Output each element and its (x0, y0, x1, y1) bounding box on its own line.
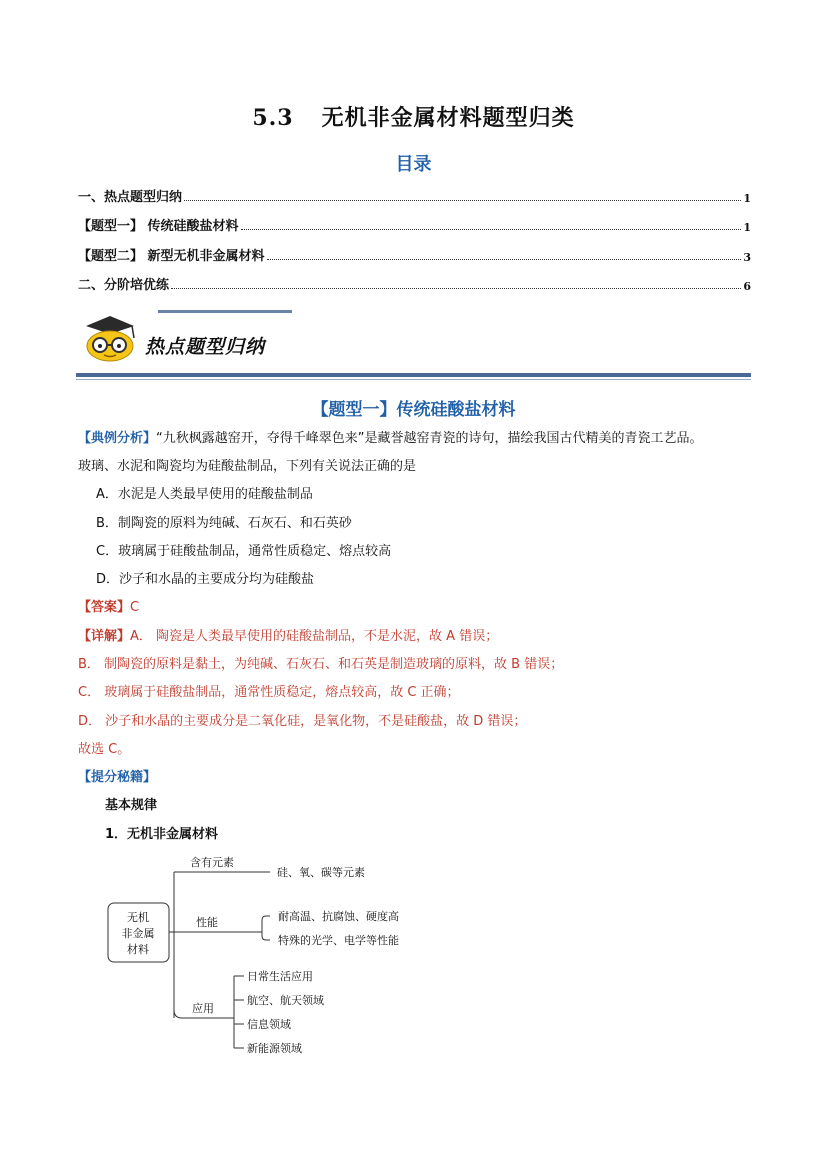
diagram-leaf-app-4: 新能源领域 (247, 1042, 302, 1055)
section-title: 【题型一】传统硅酸盐材料 (311, 400, 516, 420)
title-number: 5.3 (252, 105, 294, 131)
diagram-leaf-app-3: 信息领域 (247, 1018, 291, 1031)
explain-tag: 【详解】 (78, 629, 131, 644)
option-d: D．沙子和水晶的主要成分均为硅酸盐 (96, 572, 315, 587)
toc-item-label: 【题型二】 新型无机非金属材料 (78, 249, 265, 264)
diagram-root-box (108, 903, 169, 962)
divider-thick (76, 373, 751, 377)
diagram-leaf-property-2: 特殊的光学、电学等性能 (278, 934, 399, 947)
option-c: C．玻璃属于硅酸盐制品，通常性质稳定、熔点较高 (96, 544, 392, 559)
diagram-root-line3: 材料 (127, 943, 149, 956)
diagram-branch-applications: 应用 (192, 1002, 214, 1015)
toc-page-number: 3 (743, 251, 751, 264)
page-title (0, 101, 827, 132)
toc-item[interactable] (78, 242, 751, 264)
diagram-branch-properties: 性能 (196, 916, 218, 929)
banner-text: 热点题型归纳 (145, 336, 266, 358)
toc-page-number: 6 (743, 280, 751, 293)
tips-item1: 1．无机非金属材料 (105, 827, 219, 842)
toc-page-number: 1 (743, 221, 751, 234)
explain-text-a: A． 陶瓷是人类最早使用的硅酸盐制品，不是水泥，故 A 错误； (130, 629, 499, 644)
diagram-leaf-property-1: 耐高温、抗腐蚀、硬度高 (278, 910, 399, 923)
banner-top-line (158, 310, 292, 313)
diagram-root-line2: 非金属 (121, 927, 155, 940)
example-stem-text: “九秋枫露越窑开，夺得千峰翠色来”是藏誉越窑青瓷的诗句，描绘我国古代精美的青瓷工艺品。 (156, 431, 703, 446)
toc-leader (171, 287, 741, 289)
example-stem-line1 (78, 430, 703, 448)
toc-item[interactable] (78, 212, 751, 234)
explain-line-c: C． 玻璃属于硅酸盐制品，通常性质稳定，熔点较高，故 C 正确； (78, 685, 460, 700)
diagram-branch-elements: 含有元素 (190, 856, 234, 869)
diagram-leaf-app-1: 日常生活应用 (247, 970, 313, 983)
toc-item[interactable] (78, 271, 751, 293)
diagram-leaf-app-2: 航空、航天领域 (247, 994, 324, 1007)
diagram-leaf-elements: 硅、氧、碳等元素 (277, 866, 365, 879)
toc-leader (241, 228, 742, 230)
example-tag: 【典例分析】 (78, 431, 157, 446)
explain-line-b: B． 制陶瓷的原料是黏土，为纯碱、石灰石、和石英是制造玻璃的原料，故 B 错误； (78, 657, 564, 672)
toc-item-label: 一、热点题型归纳 (78, 190, 183, 205)
toc-page-number: 1 (743, 192, 751, 205)
toc-item[interactable] (78, 183, 751, 205)
tips-tag: 【提分秘籍】 (78, 770, 157, 785)
graduate-face-icon (78, 310, 140, 365)
diagram-root-line1: 无机 (127, 911, 149, 924)
toc-leader (267, 258, 742, 260)
toc-item-label: 二、分阶培优练 (78, 278, 170, 293)
option-b: B．制陶瓷的原料为纯碱、石灰石、和石英砂 (96, 516, 352, 531)
section-banner (78, 310, 292, 365)
option-a: A．水泥是人类最早使用的硅酸盐制品 (96, 487, 313, 502)
divider-thin (76, 379, 751, 380)
answer-tag: 【答案】 (78, 600, 131, 615)
example-stem-line2: 玻璃、水泥和陶瓷均为硅酸盐制品，下列有关说法正确的是 (78, 459, 417, 474)
title-text: 无机非金属材料题型归类 (321, 105, 575, 131)
explain-conclusion: 故选 C。 (78, 742, 131, 757)
explain-line-d: D． 沙子和水晶的主要成分是二氧化硅，是氧化物，不是硅酸盐，故 D 错误； (78, 714, 527, 729)
explain-line1 (78, 628, 498, 646)
toc-item-label: 【题型一】 传统硅酸盐材料 (78, 219, 239, 234)
answer-line (78, 599, 139, 617)
tips-subhead: 基本规律 (105, 798, 158, 813)
toc-leader (184, 199, 741, 201)
toc-heading: 目录 (395, 154, 432, 175)
answer-value: C (130, 600, 140, 615)
